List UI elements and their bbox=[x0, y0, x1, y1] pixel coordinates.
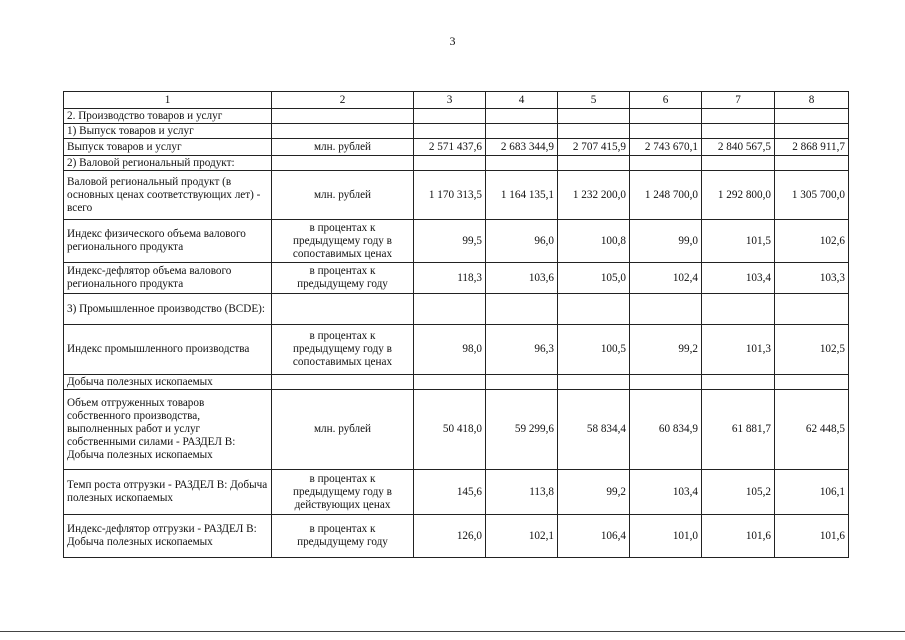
value-cell: 2 707 415,9 bbox=[558, 139, 630, 156]
value-cell: 100,5 bbox=[558, 325, 630, 375]
unit-cell: млн. рублей bbox=[272, 390, 414, 470]
value-cell: 105,0 bbox=[558, 263, 630, 294]
column-header: 5 bbox=[558, 92, 630, 109]
section-row bbox=[64, 109, 849, 124]
table-row bbox=[64, 325, 849, 375]
value-cell: 59 299,6 bbox=[486, 390, 558, 470]
value-cell: 103,4 bbox=[702, 263, 775, 294]
value-cell: 1 232 200,0 bbox=[558, 171, 630, 220]
table-row bbox=[64, 515, 849, 558]
value-cell: 96,3 bbox=[486, 325, 558, 375]
indicator-label: Темп роста отгрузки - РАЗДЕЛ B: Добыча полезных ископаемых bbox=[64, 470, 272, 515]
forecast-table bbox=[63, 91, 849, 558]
value-cell: 105,2 bbox=[702, 470, 775, 515]
value-cell: 106,1 bbox=[775, 470, 849, 515]
unit-cell: млн. рублей bbox=[272, 171, 414, 220]
value-cell: 2 840 567,5 bbox=[702, 139, 775, 156]
page-number: 3 bbox=[449, 34, 456, 48]
value-cell: 101,3 bbox=[702, 325, 775, 375]
unit-cell: млн. рублей bbox=[272, 139, 414, 156]
indicator-label: Индекс промышленного производства bbox=[64, 325, 272, 375]
table-row bbox=[64, 220, 849, 263]
value-cell: 118,3 bbox=[414, 263, 486, 294]
section-row bbox=[64, 294, 849, 325]
column-header: 3 bbox=[414, 92, 486, 109]
section-label: 2. Производство товаров и услуг bbox=[64, 109, 272, 124]
table-row bbox=[64, 390, 849, 470]
unit-cell: в процентах к предыдущему году bbox=[272, 263, 414, 294]
value-cell: 101,5 bbox=[702, 220, 775, 263]
value-cell: 99,2 bbox=[558, 470, 630, 515]
unit-cell: в процентах к предыдущему году в действующих ценах bbox=[272, 470, 414, 515]
section-row bbox=[64, 124, 849, 139]
value-cell: 99,2 bbox=[630, 325, 702, 375]
value-cell: 126,0 bbox=[414, 515, 486, 558]
section-label: 3) Промышленное производство (BCDE): bbox=[64, 294, 272, 325]
value-cell: 101,6 bbox=[775, 515, 849, 558]
value-cell: 1 170 313,5 bbox=[414, 171, 486, 220]
value-cell: 113,8 bbox=[486, 470, 558, 515]
value-cell: 106,4 bbox=[558, 515, 630, 558]
value-cell: 100,8 bbox=[558, 220, 630, 263]
value-cell: 101,0 bbox=[630, 515, 702, 558]
value-cell: 1 305 700,0 bbox=[775, 171, 849, 220]
column-header: 8 bbox=[775, 92, 849, 109]
column-header: 1 bbox=[64, 92, 272, 109]
value-cell: 103,6 bbox=[486, 263, 558, 294]
value-cell: 1 248 700,0 bbox=[630, 171, 702, 220]
value-cell: 2 571 437,6 bbox=[414, 139, 486, 156]
table-row bbox=[64, 470, 849, 515]
value-cell: 2 683 344,9 bbox=[486, 139, 558, 156]
indicator-label: Объем отгруженных товаров собственного производства, выполненных работ и услуг собственными силами - РАЗДЕЛ B: Добыча полезных ископаемых bbox=[64, 390, 272, 470]
value-cell: 102,4 bbox=[630, 263, 702, 294]
value-cell: 103,4 bbox=[630, 470, 702, 515]
value-cell: 1 292 800,0 bbox=[702, 171, 775, 220]
header-row bbox=[64, 92, 849, 109]
value-cell: 102,5 bbox=[775, 325, 849, 375]
value-cell: 2 868 911,7 bbox=[775, 139, 849, 156]
section-row bbox=[64, 156, 849, 171]
value-cell: 101,6 bbox=[702, 515, 775, 558]
column-header: 6 bbox=[630, 92, 702, 109]
value-cell: 102,1 bbox=[486, 515, 558, 558]
indicator-label: Валовой региональный продукт (в основных ценах соответствующих лет) - всего bbox=[64, 171, 272, 220]
value-cell: 61 881,7 bbox=[702, 390, 775, 470]
table-row bbox=[64, 139, 849, 156]
column-header: 4 bbox=[486, 92, 558, 109]
page-edge-line bbox=[0, 631, 905, 632]
column-header: 7 bbox=[702, 92, 775, 109]
section-row bbox=[64, 375, 849, 390]
value-cell: 58 834,4 bbox=[558, 390, 630, 470]
column-header: 2 bbox=[272, 92, 414, 109]
section-label: 2) Валовой региональный продукт: bbox=[64, 156, 272, 171]
indicator-label: Индекс физического объема валового регионального продукта bbox=[64, 220, 272, 263]
value-cell: 102,6 bbox=[775, 220, 849, 263]
value-cell: 1 164 135,1 bbox=[486, 171, 558, 220]
unit-cell: в процентах к предыдущему году в сопоставимых ценах bbox=[272, 220, 414, 263]
value-cell: 99,0 bbox=[630, 220, 702, 263]
section-label: Добыча полезных ископаемых bbox=[64, 375, 272, 390]
value-cell: 103,3 bbox=[775, 263, 849, 294]
indicator-label: Индекс-дефлятор отгрузки - РАЗДЕЛ B: Добыча полезных ископаемых bbox=[64, 515, 272, 558]
unit-cell: в процентах к предыдущему году bbox=[272, 515, 414, 558]
value-cell: 60 834,9 bbox=[630, 390, 702, 470]
value-cell: 50 418,0 bbox=[414, 390, 486, 470]
unit-cell: в процентах к предыдущему году в сопоставимых ценах bbox=[272, 325, 414, 375]
table-row bbox=[64, 263, 849, 294]
indicator-label: Индекс-дефлятор объема валового регионального продукта bbox=[64, 263, 272, 294]
section-label: 1) Выпуск товаров и услуг bbox=[64, 124, 272, 139]
value-cell: 145,6 bbox=[414, 470, 486, 515]
value-cell: 98,0 bbox=[414, 325, 486, 375]
value-cell: 99,5 bbox=[414, 220, 486, 263]
table-row bbox=[64, 171, 849, 220]
value-cell: 96,0 bbox=[486, 220, 558, 263]
value-cell: 62 448,5 bbox=[775, 390, 849, 470]
indicator-label: Выпуск товаров и услуг bbox=[64, 139, 272, 156]
value-cell: 2 743 670,1 bbox=[630, 139, 702, 156]
